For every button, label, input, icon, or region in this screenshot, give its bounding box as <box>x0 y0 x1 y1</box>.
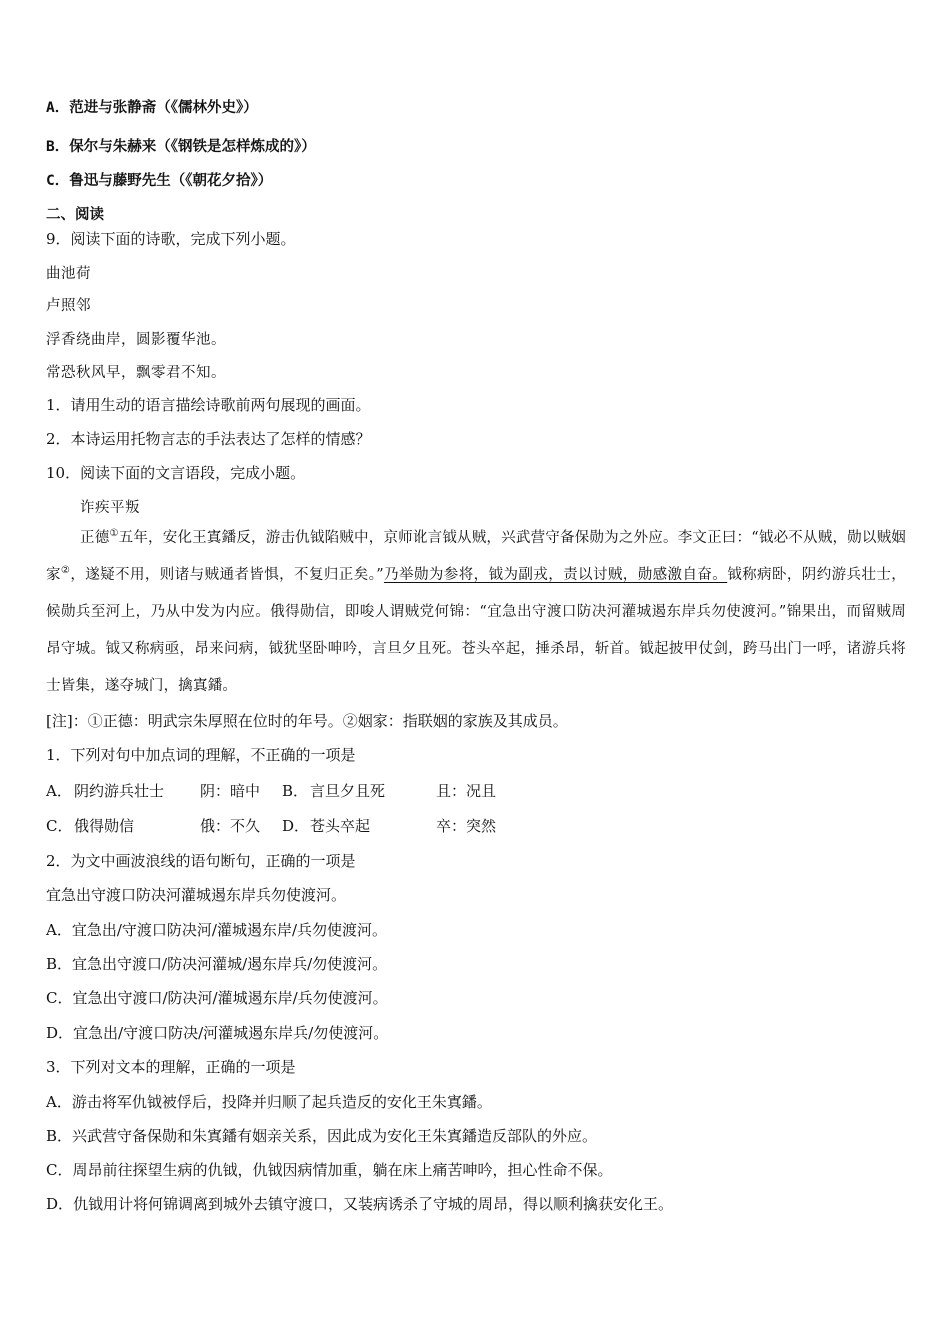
poem-author: 卢照邻 <box>46 298 91 314</box>
q10-sub-2-prompt: 2．为文中画波浪线的语句断句，正确的一项是 <box>46 852 356 870</box>
poem-title: 曲池荷 <box>46 266 91 282</box>
passage-note: [注]：①正德：明武宗朱厚照在位时的年号。②姻家：指联姻的家族及其成员。 <box>46 712 568 730</box>
option-b-text: 言旦夕且死 <box>310 782 386 800</box>
q9-sub-2: 2．本诗运用托物言志的手法表达了怎样的情感？ <box>46 430 371 448</box>
passage-part-b: 五年，安化王寘鐇反，游击仇钺陷贼中，京师讹言钺从贼，兴武营守备保勋为之外应。李文正曰：“钺必不从贼，勋以贼姻家 <box>46 530 906 583</box>
q10-sub-3-option-b: B．兴武营守备保勋和朱寘鐇有姻亲关系，因此成为安化王朱寘鐇造反部队的外应。 <box>46 1127 598 1145</box>
q10-sub-1-row-1 <box>46 780 906 801</box>
option-label-a: A． <box>46 782 72 800</box>
classical-passage <box>46 520 906 705</box>
option-d-gloss: 卒：突然 <box>436 817 497 835</box>
q10-sub-1-row-2 <box>46 815 906 836</box>
poem-line-2: 常恐秋风早，飘零君不知。 <box>46 365 226 381</box>
passage-part-a: 正德 <box>80 530 110 546</box>
q10-sub-3-option-c: C．周昂前往探望生病的仇钺，仇钺因病情加重，躺在床上痛苦呻吟，担心性命不保。 <box>46 1161 613 1179</box>
q10-sub-2-option-a: A．宜急出/守渡口防决河/灌城遏东岸/兵勿使渡河。 <box>46 921 387 939</box>
option-label-b: B． <box>282 782 309 800</box>
option-a-text: 阴约游兵壮士 <box>74 782 165 800</box>
q10-sub-2-option-c: C．宜急出守渡口/防决河/灌城遏东岸/兵勿使渡河。 <box>46 989 388 1007</box>
option-label-d: D． <box>282 817 310 835</box>
q10-sub-1-prompt: 1．下列对句中加点词的理解，不正确的一项是 <box>46 746 356 764</box>
option-c-gloss: 俄：不久 <box>200 817 261 835</box>
passage-part-c: ，遂疑不用，则诸与贼通者皆惧，不复归正矣。” <box>70 567 384 583</box>
q10-sub-3-option-a: A．游击将军仇钺被俘后，投降并归顺了起兵造反的安化王朱寘鐇。 <box>46 1093 492 1111</box>
q10-sub-3-option-d: D．仇钺用计将何锦调离到城外去镇守渡口，又装病诱杀了守城的周昂，得以顺利擒获安化王。 <box>46 1195 674 1213</box>
option-b-prev: B．保尔与朱赫来（《钢铁是怎样炼成的》） <box>46 139 316 155</box>
option-b-gloss: 且：况且 <box>436 782 497 800</box>
passage-title: 诈疾平叛 <box>80 500 140 516</box>
q10-prompt: 10．阅读下面的文言语段，完成小题。 <box>46 464 306 482</box>
underlined-sentence: 乃举勋为参将，钺为副戎，责以讨贼，勋感激自奋。 <box>383 567 728 583</box>
section-title: 二、阅读 <box>46 207 104 223</box>
option-a-gloss: 阴：暗中 <box>200 782 261 800</box>
footnote-marker-1: ① <box>109 528 119 540</box>
option-label-c: C． <box>46 817 73 835</box>
footnote-marker-2: ② <box>60 565 71 577</box>
q10-sub-2-sentence: 宜急出守渡口防决河灌城遏东岸兵勿使渡河。 <box>46 886 347 904</box>
q9-sub-1: 1．请用生动的语言描绘诗歌前两句展现的画面。 <box>46 396 371 414</box>
option-c-text: 俄得勋信 <box>74 817 135 835</box>
q10-sub-2-option-b: B．宜急出守渡口/防决河灌城/遏东岸兵/勿使渡河。 <box>46 955 388 973</box>
passage-part-d: 钺称病卧，阴约游兵壮士，候勋兵至河上，乃从中发为内应。俄得勋信，即唆人谓贼党何锦：“宜急出守渡口防决河灌城遏东岸兵勿使渡河。”锦果出，而留贼周昂守城。钺又称病亟，昂来问病，钺犹坚卧呻吟，言旦夕且死。苍头卒起，捶杀昂，斩首。钺起披甲仗剑，跨马出门一呼，诸游兵将士皆集，遂夺城门，擒寘鐇。 <box>46 567 906 694</box>
q10-sub-3-prompt: 3．下列对文本的理解，正确的一项是 <box>46 1058 296 1076</box>
option-d-text: 苍头卒起 <box>310 817 371 835</box>
q9-prompt: 9．阅读下面的诗歌，完成下列小题。 <box>46 230 296 248</box>
option-a-prev: A．范进与张静斋（《儒林外史》） <box>46 100 258 116</box>
option-c-prev: C．鲁迅与藤野先生（《朝花夕拾》） <box>46 173 273 189</box>
q10-sub-2-option-d: D．宜急出/守渡口防决/河灌城遏东岸兵/勿使渡河。 <box>46 1024 389 1042</box>
poem-line-1: 浮香绕曲岸，圆影覆华池。 <box>46 332 226 348</box>
